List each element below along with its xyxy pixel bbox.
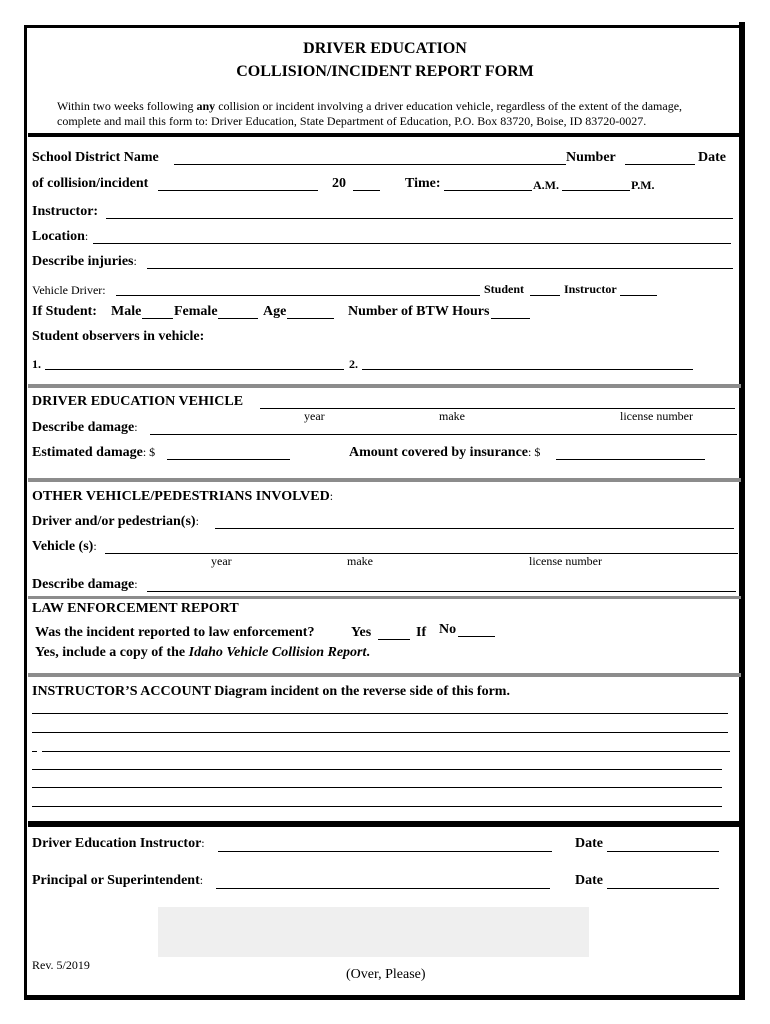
- if-student-label: If Student:: [32, 304, 97, 319]
- title-line-1: DRIVER EDUCATION: [303, 40, 467, 57]
- section-divider-3: [28, 596, 741, 599]
- over-please-label: (Over, Please): [346, 967, 426, 982]
- year-prefix: 20: [332, 176, 346, 191]
- instructor-signature-label: Driver Education Instructor:: [32, 836, 205, 851]
- form-frame-top: [24, 25, 742, 28]
- account-line-1[interactable]: [32, 713, 728, 714]
- time-pm-field[interactable]: [562, 190, 630, 191]
- btw-hours-label: Number of BTW Hours: [348, 304, 490, 319]
- de-license-caption: license number: [620, 409, 693, 423]
- instructor-field[interactable]: [106, 218, 733, 219]
- male-label: Male: [111, 304, 142, 319]
- driver-pedestrian-label: Driver and/or pedestrian(s):: [32, 514, 199, 529]
- de-damage-label: Describe damage:: [32, 420, 138, 435]
- principal-signature-field[interactable]: [216, 888, 550, 889]
- no-field[interactable]: [458, 636, 495, 637]
- account-line-3[interactable]: [32, 751, 37, 752]
- vehicle-driver-field[interactable]: [116, 295, 480, 296]
- no-label: No: [439, 622, 457, 637]
- if-label: If: [416, 625, 427, 640]
- observer-1-label: 1.: [32, 357, 41, 371]
- principal-date-field[interactable]: [607, 888, 719, 889]
- de-make-caption: make: [439, 409, 465, 423]
- de-year-caption: year: [304, 409, 325, 423]
- other-vehicles-label: Vehicle (s):: [32, 539, 97, 554]
- account-heading: INSTRUCTOR’S ACCOUNT Diagram incident on the reverse side of this form.: [32, 684, 510, 699]
- collision-date-label: of collision/incident: [32, 176, 149, 191]
- age-label: Age: [263, 304, 287, 319]
- observer-2-field[interactable]: [362, 369, 693, 370]
- instructor-date-label: Date: [575, 836, 603, 851]
- account-line-6[interactable]: [32, 806, 722, 807]
- other-year-caption: year: [211, 554, 232, 568]
- yes-field[interactable]: [378, 639, 410, 640]
- instructor-signature-field[interactable]: [218, 851, 552, 852]
- instructor-label: Instructor:: [32, 204, 99, 219]
- school-district-field[interactable]: [174, 164, 566, 165]
- collision-date-field[interactable]: [158, 190, 318, 191]
- student-check-field[interactable]: [530, 295, 560, 296]
- law-question: Was the incident reported to law enforcement?: [35, 625, 315, 640]
- instructor-check-label: Instructor: [564, 282, 617, 296]
- intro-line-1: Within two weeks following any collision or incident involving a driver education vehicle, regardless of the extent of the damage,: [57, 99, 683, 113]
- other-make-caption: make: [347, 554, 373, 568]
- injuries-field[interactable]: [147, 268, 733, 269]
- other-vehicles-field[interactable]: [105, 553, 738, 554]
- account-line-3b[interactable]: [42, 751, 730, 752]
- section-divider-4: [28, 673, 741, 677]
- account-line-2[interactable]: [32, 732, 728, 733]
- observer-1-field[interactable]: [45, 369, 344, 370]
- revision-label: Rev. 5/2019: [32, 958, 90, 972]
- observer-2-label: 2.: [349, 357, 358, 371]
- other-damage-field[interactable]: [147, 591, 736, 592]
- estimated-damage-label: Estimated damage: $: [32, 445, 156, 460]
- am-label: A.M.: [533, 178, 559, 192]
- account-line-5[interactable]: [32, 787, 722, 788]
- form-frame-bottom: [24, 995, 745, 1000]
- account-line-4[interactable]: [32, 769, 722, 770]
- insurance-field[interactable]: [556, 459, 705, 460]
- location-label: Location:: [32, 229, 89, 244]
- de-damage-field[interactable]: [150, 434, 737, 435]
- other-vehicle-heading: OTHER VEHICLE/PEDESTRIANS INVOLVED:: [32, 489, 334, 504]
- estimated-damage-field[interactable]: [167, 459, 290, 460]
- injuries-label: Describe injuries:: [32, 254, 137, 269]
- principal-date-label: Date: [575, 873, 603, 888]
- form-frame-left: [24, 25, 27, 999]
- form-frame-right: [739, 22, 745, 1000]
- male-field[interactable]: [142, 318, 173, 319]
- btw-hours-field[interactable]: [491, 318, 530, 319]
- section-divider-1: [28, 384, 741, 388]
- other-damage-label: Describe damage:: [32, 577, 138, 592]
- insurance-label: Amount covered by insurance: $: [349, 445, 541, 460]
- intro-line-2: complete and mail this form to: Driver Education, State Department of Education, P.O. Box 83720, Boise, ID 83720-0027.: [57, 114, 647, 128]
- de-vehicle-heading: DRIVER EDUCATION VEHICLE: [32, 394, 244, 409]
- vehicle-driver-label: Vehicle Driver:: [32, 283, 106, 297]
- header-divider: [28, 133, 741, 137]
- principal-signature-label: Principal or Superintendent:: [32, 873, 204, 888]
- age-field[interactable]: [287, 318, 334, 319]
- student-label: Student: [484, 282, 525, 296]
- yes-label: Yes: [351, 625, 372, 640]
- title-line-2: COLLISION/INCIDENT REPORT FORM: [236, 63, 534, 80]
- female-field[interactable]: [218, 318, 258, 319]
- year-field[interactable]: [353, 190, 380, 191]
- other-license-caption: license number: [529, 554, 602, 568]
- instructor-check-field[interactable]: [620, 295, 657, 296]
- student-observers-label: Student observers in vehicle:: [32, 329, 205, 344]
- number-label: Number: [566, 150, 616, 165]
- date-label: Date: [698, 150, 726, 165]
- signature-stamp-box: [158, 907, 589, 957]
- number-field[interactable]: [625, 164, 695, 165]
- signature-divider: [28, 821, 741, 827]
- instructor-date-field[interactable]: [607, 851, 719, 852]
- include-copy-note: Yes, include a copy of the Idaho Vehicle Collision Report.: [35, 645, 370, 660]
- section-divider-2: [28, 478, 741, 482]
- law-heading: LAW ENFORCEMENT REPORT: [32, 601, 239, 616]
- location-field[interactable]: [93, 243, 731, 244]
- female-label: Female: [174, 304, 218, 319]
- time-am-field[interactable]: [444, 190, 532, 191]
- time-label: Time:: [405, 176, 441, 191]
- driver-pedestrian-field[interactable]: [215, 528, 734, 529]
- school-district-label: School District Name: [32, 150, 159, 165]
- pm-label: P.M.: [631, 178, 655, 192]
